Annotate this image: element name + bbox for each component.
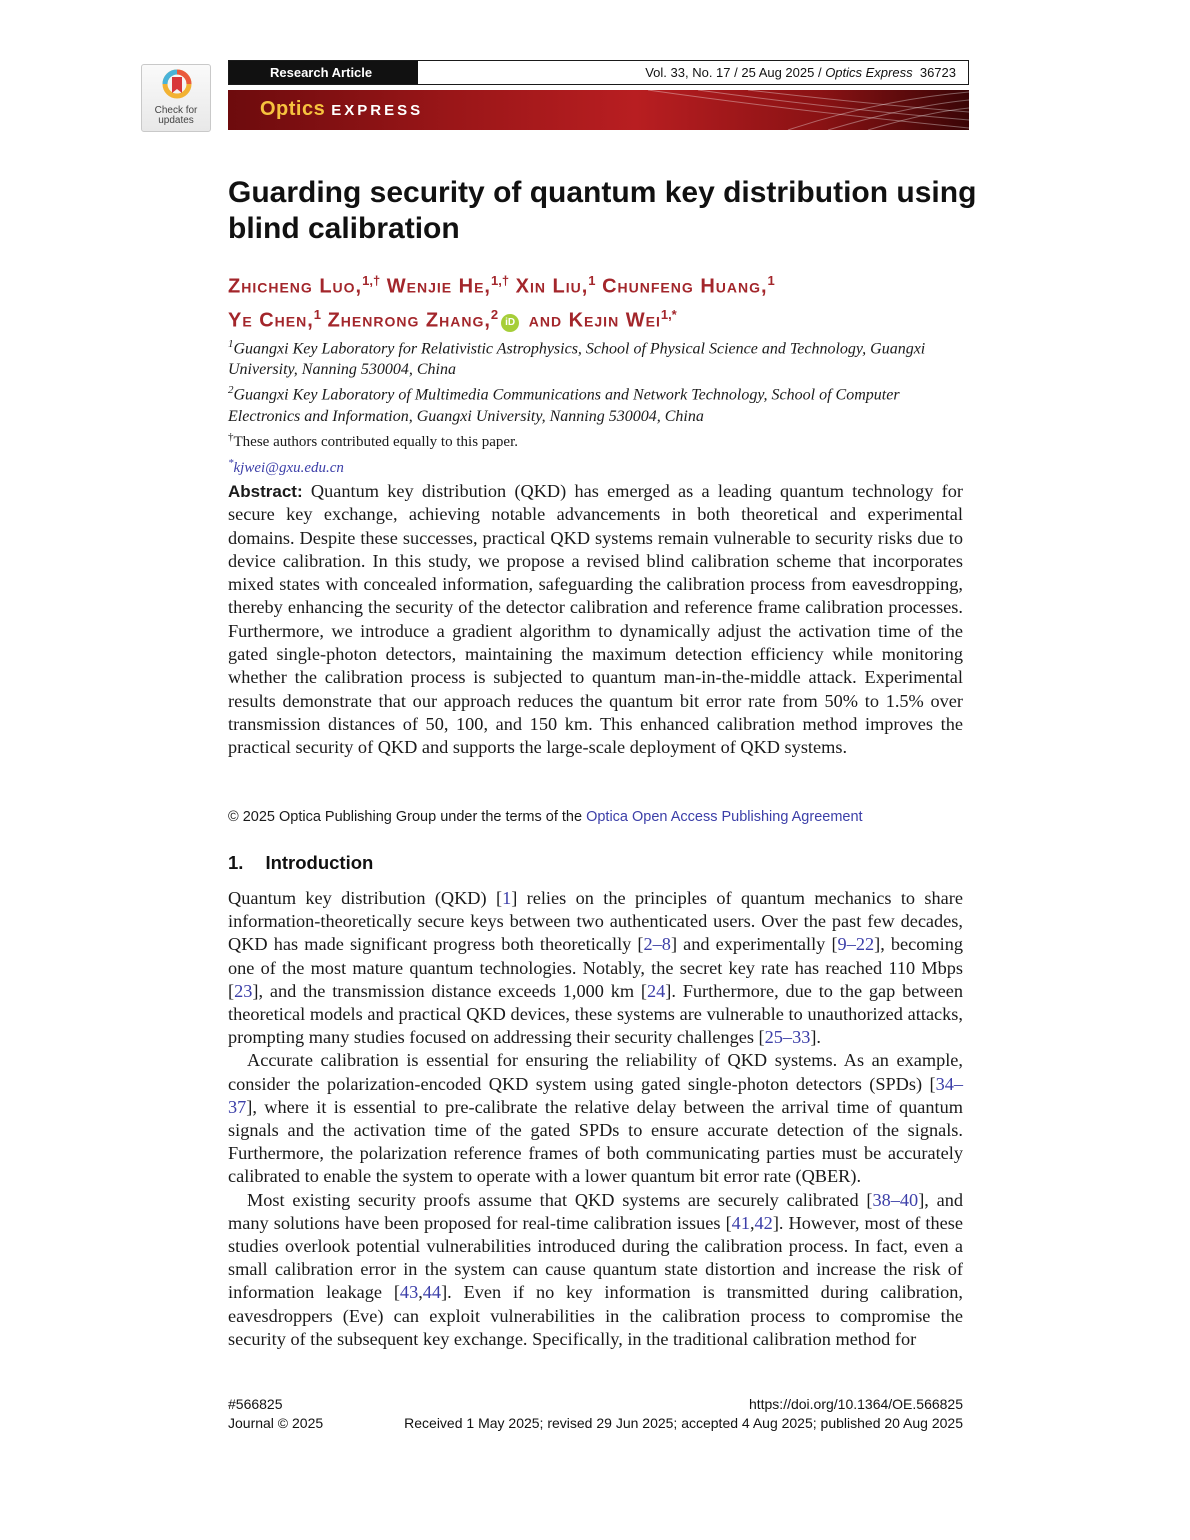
check-updates-label: Check for updates [154, 105, 198, 126]
author-name: Wenjie He, [386, 275, 491, 298]
abstract-text: Quantum key distribution (QKD) has emerged as a leading quantum technology for secure key exchange, achieving notable advancements in both theoretical and experimental domains. Despite these successes, practical QKD systems remain vulnerable to security risks due to device calibration. In this study, we propose a revised blind calibration scheme that incorporates mixed states with concealed information, safeguarding the calibration process from eavesdropping, thereby enhancing the security of the detector calibration and reference frame calibration processes. Furthermore, we introduce a gradient algorithm to dynamically adjust the activation time of the gated single-photon detectors, maintaining the maximum detection efficiency while monitoring whether the calibration process is subjected to quantum man-in-the-middle attack. Experimental results demonstrate that our approach reduces the quantum bit error rate from 50% to 1.5% over transmission distances of 50, 100, and 150 km. This enhanced calibration method improves the practical security of QKD and supports the large-scale deployment of QKD systems. [228, 481, 963, 758]
citation-link[interactable]: 43 [399, 1282, 419, 1303]
article-type-label: Research Article [229, 61, 418, 84]
abstract-label: Abstract: [228, 482, 303, 501]
doi-link[interactable]: https://doi.org/10.1364/OE.566825 [748, 1396, 963, 1412]
citation-link[interactable]: 9–22 [837, 934, 875, 955]
check-for-updates-badge[interactable] [141, 64, 211, 132]
author-name: Ye Chen, [228, 309, 314, 332]
affiliations [228, 334, 973, 479]
orcid-icon[interactable]: iD [501, 314, 519, 332]
citation-link[interactable]: 25–33 [764, 1027, 811, 1048]
paragraph: Quantum key distribution (QKD) [1] relies on the principles of quantum mechanics to share information-theoretically secure keys between two authenticated users. Over the past few decades, QKD has made significant progress both theoretically [2–8] and experimentally [9–22], becoming one of the most mature quantum technologies. Notably, the secret key rate has reached 110 Mbps [23], and the transmission distance exceeds 1,000 km [24]. Furthermore, due to the gap between theoretical models and practical QKD devices, these systems are vulnerable to unauthorized attacks, prompting many studies focused on addressing their security challenges [25–33]. [228, 888, 963, 1048]
abstract [228, 480, 963, 760]
citation-link[interactable]: 34–37 [228, 1073, 963, 1117]
author-name: and Kejin Wei [528, 309, 661, 332]
journal-copyright: Journal © 2025 [228, 1415, 324, 1431]
author-list: Zhicheng Luo,$^{1,\dagger}$ Wenjie He,$^{1,\dagger}$ Xin Liu,$^1$ Chunfeng Huang,$^1$ Ye Chen,$^1$ Zhenrong Zhang,$^2$iD and Kejin Wei$^{1,*}$ [228, 273, 775, 332]
corresponding-email[interactable]: *kjwei@gxu.edu.cn [228, 456, 344, 476]
citation-link[interactable]: 23 [234, 980, 253, 1001]
affiliation-1: $^1$Guangxi Key Laboratory for Relativistic Astrophysics, School of Physical Science and Technology, Guangxi University, Nanning 530004, China [228, 338, 926, 379]
copyright-line: © 2025 Optica Publishing Group under the terms of the Optica Open Access Publishing Agreement [228, 809, 863, 825]
citation-line: Vol. 33, No. 17 / 25 Aug 2025 / Optics Express 36723 [645, 65, 956, 80]
paragraph: Accurate calibration is essential for ensuring the reliability of QKD systems. As an example, consider the polarization-encoded QKD system using gated single-photon detectors (SPDs) [34–37], where it is essential to pre-calibrate the relative delay between the arrival time of quantum signals and the activation time of the gated SPDs to ensure accurate detection of the signals. Furthermore, the polarization reference frames of both communicating parties must be accurately calibrated to enable the system to operate with a lower quantum bit error rate (QBER). [228, 1050, 963, 1187]
author-name: Chunfeng Huang, [602, 275, 768, 298]
article-title: Guarding security of quantum key distribution using blind calibration [228, 176, 977, 245]
introduction-body [228, 887, 963, 1351]
citation-link[interactable]: 38–40 [872, 1189, 919, 1210]
citation-link[interactable]: 2–8 [643, 934, 671, 955]
author-name: Zhicheng Luo, [228, 275, 363, 298]
citation-link[interactable]: 24 [647, 980, 666, 1001]
check-updates-icon [162, 69, 192, 105]
citation-link[interactable]: 1 [502, 888, 512, 908]
citation-link[interactable]: 42 [754, 1212, 773, 1233]
author-name: Xin Liu, [515, 275, 589, 298]
article-id: #566825 [228, 1396, 283, 1412]
citation-link[interactable]: 44 [422, 1282, 442, 1303]
author-name: Zhenrong Zhang, [327, 309, 491, 332]
citation-link[interactable]: 41 [731, 1212, 750, 1233]
optics-express-logo: Optics EXPRESS [260, 98, 424, 120]
equal-contribution-note: †These authors contributed equally to this paper. [228, 430, 519, 450]
publication-dates: Received 1 May 2025; revised 29 Jun 2025; accepted 4 Aug 2025; published 20 Aug 2025 [404, 1415, 963, 1431]
journal-header [228, 60, 969, 85]
license-link[interactable]: Optica Open Access Publishing Agreement [586, 809, 863, 825]
paragraph: Most existing security proofs assume that QKD systems are securely calibrated [38–40], and many solutions have been proposed for real-time calibration issues [41,42]. However, most of these studies overlook potential vulnerabilities introduced during the calibration process. In fact, even a small calibration error in the system can cause quantum state distortion and increase the risk of information leakage [43,44]. Even if no key information is transmitted during calibration, eavesdroppers (Eve) can exploit vulnerabilities in the calibration process to compromise the security of the subsequent key exchange. Specifically, in the traditional calibration method for [228, 1189, 963, 1349]
affiliation-2: $^2$Guangxi Key Laboratory of Multimedia Communications and Network Technology, School of Computer Electronics and Information, Guangxi University, Nanning 530004, China [228, 384, 900, 425]
section-heading: 1. Introduction [228, 852, 374, 873]
journal-banner [228, 90, 969, 130]
